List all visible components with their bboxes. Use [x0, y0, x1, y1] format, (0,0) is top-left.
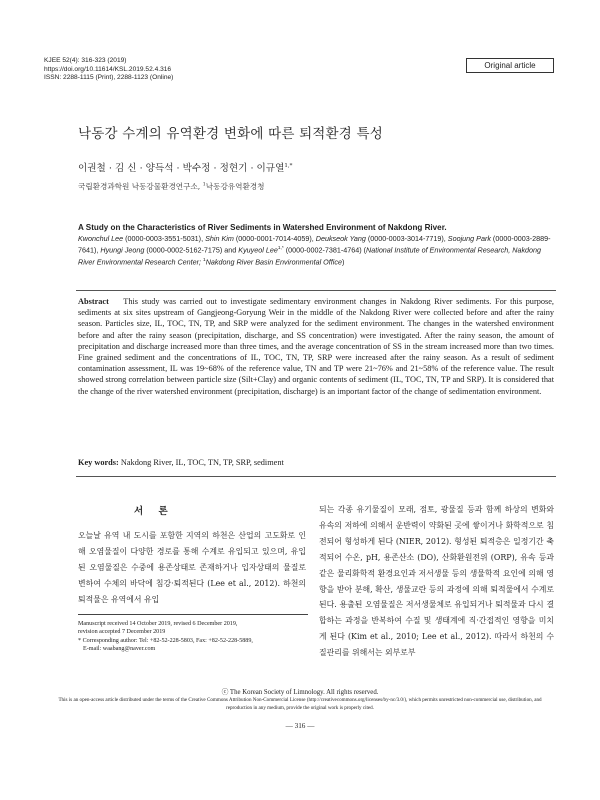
- authors-korean: [78, 160, 292, 174]
- footnote-received: Manuscript received 14 October 2019, revised 6 December 2019,: [78, 621, 238, 627]
- section-heading: 서 론: [134, 506, 174, 517]
- author-orcid: (0000-0002-5162-7175) and: [144, 245, 239, 255]
- journal-issn: ISSN: 2288-1115 (Print), 2288-1123 (Online): [44, 74, 174, 82]
- author-name: Deukseok Yang: [315, 234, 366, 243]
- footnote-accepted: revision accepted 7 December 2019: [78, 629, 166, 636]
- page-number: — 316 —: [285, 722, 315, 730]
- author-name: Soojung Park: [447, 234, 491, 243]
- author-name: Kyuyeol Lee: [238, 245, 278, 255]
- journal-citation: KJEE 52(4): 316-323 (2019): [44, 57, 127, 64]
- abstract-top-rule: [76, 290, 556, 291]
- affiliation-english: National Institute of Environmental Research, Nakdong River Environmental Research Center;: [78, 245, 542, 266]
- journal-meta: [44, 57, 173, 83]
- footnote-corresponding: * Corresponding author: Tel: +82-52-228-5803, Fax: +82-52-228-5889,: [78, 637, 253, 644]
- affiliation-english-sup: 1: [203, 257, 206, 263]
- footnote-rule: [78, 614, 308, 615]
- keywords-label: Key words:: [78, 458, 119, 467]
- author-orcid: (0000-0001-7014-4059),: [233, 234, 316, 243]
- author-sup: 1,*: [277, 246, 284, 252]
- author-orcid: (0000-0003-2889-7641),: [78, 234, 551, 255]
- footnote: [78, 620, 318, 654]
- authors-korean-sup: 1,*: [284, 162, 293, 169]
- author-orcid: (0000-0003-3551-5031),: [123, 234, 206, 243]
- abstract-text: This study was carried out to investigate sedimentary environment changes in Nakdong River sediments. For this purpose, sediments at six sites upstream of Gangjeong-Goryung Weir in the middle of the Nakdong River were collected before and after the rainy season. Particles size, IL, TOC, TN, TP, and SRP were analyzed for the sediment environment. The changes in the watershed environment before and after the rainy season (precipitation, discharge, and SS concentration) were investigated. After the rainy season, the amount of precipitation and discharge increased more than three times, and the average concentration of SS in the stream increased more than two times. Fine grained sediment and the concentrations of IL, TOC, TN, TP, SRP were increased after the rainy season. As a result of sediment contamination assessment, IL was 19~68% of the reference value, TN and TP were 21~76% and 21~58% of the reference value. The result showed strong correlation between particle size (Silt+Clay) and organic contents of sediment (IL, TOC, TN, TP and SRP). It is considered that the change of the river watershed environment (precipitation, discharge) is an important factor of the change of sedimentation environment.: [78, 297, 555, 396]
- affiliation-main: 국립환경과학원 낙동강물환경연구소,: [78, 182, 203, 191]
- footnote-email[interactable]: E-mail: waabang@naver.com: [83, 646, 156, 653]
- author-orcid: (0000-0002-7381-4764) (: [283, 245, 367, 255]
- article-type-badge: Original article: [466, 58, 554, 73]
- abstract-bottom-rule: [76, 476, 556, 477]
- journal-doi[interactable]: https://doi.org/10.11614/KSL.2019.52.4.316: [44, 65, 172, 73]
- abstract: [78, 296, 554, 397]
- affiliation-second: 낙동강유역환경청: [205, 182, 265, 191]
- author-orcid: (0000-0003-3014-7719),: [365, 234, 448, 243]
- body-text-left: 오늘날 유역 내 도시를 포함한 지역의 하천은 산업의 고도화로 인해 오염물질이 다양한 경로를 통해 수계로 유입되고 있으며, 유입된 오염물질은 수중에 용존상태로 존재하거나 입자상태의 물질로 변하여 수체의 바닥에 침강·퇴적된다 (Lee et al., 2012). 하천의 퇴적물은 유역에서 유입: [78, 531, 306, 604]
- title-korean: 낙동강 수계의 유역환경 변화에 따른 퇴적환경 특성: [78, 126, 384, 142]
- affiliation-english-second: Nakdong River Basin Environmental Office: [205, 256, 342, 266]
- license-text: This is an open-access article distributed under the terms of the Creative Commons Attribution Non-Commercial License (http://creativecommons.org/licenses/by-nc/3.0/), which permits unrestricted non-commercial use, distribution, and reproduction in any medium, provide the original work is properly cited.: [58, 697, 542, 711]
- body-text-right: 되는 각종 유기물질이 모래, 점토, 광물질 등과 함께 하상의 변화와 유속의 저하에 의해서 운반력이 약화된 곳에 쌓이거나 화학적으로 침전되어 형성하게 된다 (NIER, 2012). 형성된 퇴적층은 일정기간 축적되어 수온, pH, 용존산소 (DO), 산화환원전위 (ORP), 유속 등과 같은 물리화학적 환경요인과 저서생물 등의 생물학적 요인에 의해 영향을 받아 분해, 확산, 생물교란 등의 과정에 의해 퇴적물에서 수계로 된다. 용출된 오염물질은 저서생물체로 유입되거나 퇴적물과 다시 결합하는 과정을 반복하여 수질 및 생태계에 직·간접적인 영향을 미치게 된다 (Kim et al., 2010; Lee et al., 2012). 따라서 하천의 수질관리를 위해서는 외부로부: [319, 505, 554, 658]
- affiliation-sup: 1: [202, 181, 206, 188]
- author-name: Shin Kim: [205, 234, 234, 243]
- authors-korean-names: 이권철 · 김 신 · 양득석 · 박수정 · 정현기 · 이규열: [78, 163, 285, 174]
- title-english: A Study on the Characteristics of River Sediments in Watershed Environment of Nakdong River.: [78, 223, 447, 232]
- authors-english: [78, 234, 554, 267]
- abstract-label: Abstract: [78, 297, 109, 306]
- affiliation-close: ): [341, 256, 345, 266]
- affiliation-korean: [78, 181, 264, 192]
- author-name: Kwonchul Lee: [78, 234, 124, 243]
- author-name: Hyungi Jeong: [100, 245, 145, 255]
- keywords: [78, 458, 554, 467]
- copyright: ⓒ The Korean Society of Limnology. All rights reserved.: [221, 689, 379, 696]
- keywords-text: Nakdong River, IL, TOC, TN, TP, SRP, sediment: [118, 458, 284, 467]
